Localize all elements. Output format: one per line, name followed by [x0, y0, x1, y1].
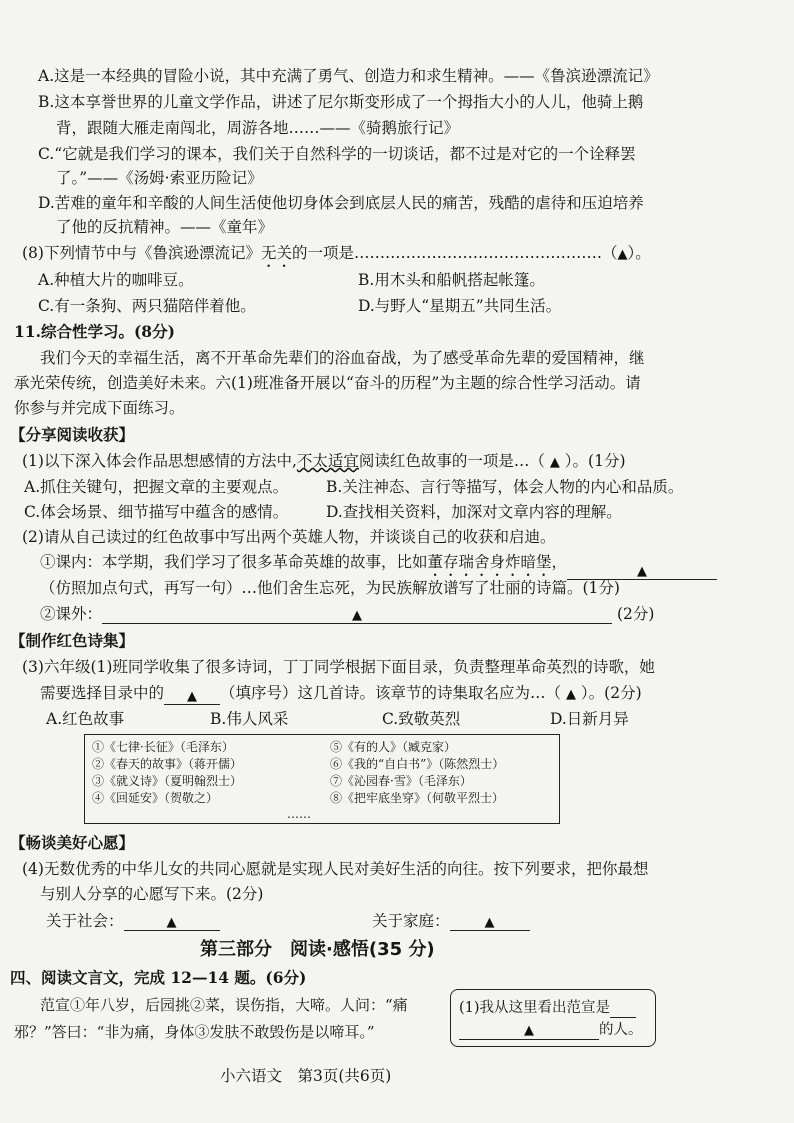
q1-prefix: (1)以下深入体会作品思想感情的方法中, — [22, 452, 297, 470]
q3-option-c: C.致敬英烈 — [382, 710, 461, 728]
poem-more: …… — [287, 807, 311, 821]
q2-out-class-blank[interactable] — [102, 605, 612, 624]
q1-option-d: D.查找相关资料，加深对文章内容的理解。 — [326, 503, 622, 521]
poem-1: ①《七律·长征》（毛泽东） — [92, 740, 234, 754]
side-question-blank-1[interactable] — [610, 999, 636, 1018]
q11-intro-line2: 承光荣传统，创造美好未来。六(1)班准备开展以“奋斗的历程”为主题的综合性学习活动。请 — [14, 374, 641, 392]
q1-emphasis: 不太适宜 — [296, 452, 359, 470]
option-d-line1: D.苦难的童年和辛酸的人间生活使他切身体会到底层人民的痛苦，残酷的虐待和压迫培养 — [38, 194, 644, 212]
wish-family-blank[interactable] — [450, 912, 530, 931]
page-footer: 小六语文 第3页(共6页) — [220, 1067, 392, 1085]
q3-blank[interactable] — [164, 686, 220, 705]
wish-society-label: 关于社会： — [46, 912, 124, 930]
poem-5: ⑤《有的人》（臧克家） — [330, 740, 457, 754]
wish-society-blank[interactable] — [124, 912, 220, 931]
wish-society — [46, 911, 220, 931]
q3-line2-prefix: 需要选择目录中的 — [40, 684, 165, 702]
q3-line2-end: ）。(2分) — [580, 684, 642, 702]
poem-6: ⑥《我的“自白书”》（陈然烈士） — [330, 757, 505, 771]
q2-in-class-prefix: ①课内：本学期，我们学习了很多革命英雄的故事，比如 — [40, 553, 428, 571]
answer-marker: ▲ — [187, 689, 198, 704]
q2-in-class-line2: （仿照加点句式，再写一句）…他们舍生忘死，为民族解放谱写了壮丽的诗篇。(1分) — [40, 579, 620, 597]
option-b-line1: B.这本享誉世界的儿童文学作品，讲述了尼尔斯变形成了一个拇指大小的人儿，他骑上鹅 — [38, 93, 644, 111]
answer-marker: ▲ — [524, 1023, 534, 1038]
section-share-reading: 【分享阅读收获】 — [10, 425, 135, 444]
poem-2: ②《春天的故事》（蒋开儒） — [92, 757, 243, 771]
option-b-line2: 背，跟随大雁走南闯北，周游各地……——《骑鹅旅行记》 — [56, 119, 460, 137]
poem-3: ③《就义诗》（夏明翰烈士） — [92, 774, 243, 788]
classical-text-line1: 范宣①年八岁，后园挑②菜，误伤指，大啼。人问：“痛 — [40, 996, 408, 1014]
side-question-box — [450, 989, 656, 1047]
q1-option-b: B.关注神态、言行等描写，体会人物的内心和品质。 — [326, 478, 684, 496]
answer-marker: ▲ — [166, 915, 177, 930]
q2-out-class-label: ②课外： — [40, 605, 103, 623]
question-8-prefix: (8)下列情节中与《鲁滨逊漂流记》 — [22, 244, 261, 262]
question-11-title: 11.综合性学习。(8分) — [14, 322, 175, 341]
q2-out-class — [40, 604, 654, 624]
q11-question-2: (2)请从自己读过的红色故事中写出两个英雄人物，并谈谈自己的收获和启迪。 — [22, 528, 556, 546]
option-d-line2: 了他的反抗精神。——《童年》 — [56, 218, 274, 236]
side-question-line1 — [459, 998, 636, 1018]
answer-marker: ▲ — [549, 455, 560, 470]
q2-out-class-score: (2分) — [616, 605, 655, 623]
q11-question-1 — [22, 451, 626, 473]
answer-marker: ▲ — [565, 687, 576, 702]
poem-catalog-box — [84, 734, 560, 824]
q2-in-class — [40, 552, 717, 580]
question-8-dots: 的一项是…………………………………………（ — [291, 244, 618, 262]
q8-option-b: B.用木头和船帆搭起帐篷。 — [358, 271, 545, 289]
q4-line1: (4)无数优秀的中华儿女的共同心愿就是实现人民对美好生活的向往。按下列要求，把你最想 — [22, 860, 649, 878]
q3-option-d: D.日新月异 — [550, 710, 629, 728]
section-wishes: 【畅谈美好心愿】 — [10, 833, 135, 852]
question-8-emphasis: 无关 — [260, 244, 292, 262]
q3-line2-middle: （填序号）这几首诗。该章节的诗集取名应为…（ — [220, 684, 562, 702]
q11-intro-line3: 你参与并完成下面练习。 — [14, 399, 185, 417]
q8-option-d: D.与野人“星期五”共同生活。 — [358, 297, 562, 315]
classical-text-line2: 邪？”答曰：“非为痛，身体③发肤不敢毁伤是以啼耳。” — [14, 1023, 375, 1041]
answer-marker: ▲ — [484, 915, 495, 930]
poem-4: ④《回延安》（贺敬之） — [92, 791, 219, 805]
q1-end: ）。(1分) — [564, 452, 626, 470]
q3-option-a: A.红色故事 — [46, 710, 125, 728]
q4-line2: 与别人分享的心愿写下来。(2分) — [40, 885, 264, 903]
side-question-blank-2[interactable] — [459, 1021, 599, 1040]
wish-family-label: 关于家庭： — [372, 912, 450, 930]
q8-option-a: A.种植大片的咖啡豆。 — [38, 271, 194, 289]
option-c-line2: 了。”——《汤姆·索亚历险记》 — [56, 169, 263, 187]
question-8-end: ）。 — [627, 244, 651, 262]
q2-in-class-comma: ， — [551, 553, 568, 571]
q1-option-a: A.抓住关键句，把握文章的主要观点。 — [24, 478, 289, 496]
answer-marker: ▲ — [617, 247, 628, 262]
side-question-suffix: 的人。 — [599, 1022, 643, 1038]
section-4-title: 四、阅读文言文，完成 12—14 题。(6分) — [10, 968, 307, 987]
q11-intro-line1: 我们今天的幸福生活，离不开革命先辈们的浴血奋战，为了感受革命先辈的爱国精神，继 — [40, 349, 645, 367]
part-3-title: 第三部分 阅读·感悟(35 分) — [200, 939, 435, 960]
side-question-prefix: (1)我从这里看出范宣是 — [459, 1000, 611, 1016]
answer-marker: ▲ — [637, 564, 648, 579]
q1-option-c: C.体会场景、细节描写中蕴含的感情。 — [24, 503, 289, 521]
poem-8: ⑧《把牢底坐穿》（何敬平烈士） — [330, 791, 505, 805]
q1-middle: 阅读红色故事的一项是…（ — [358, 452, 545, 470]
q3-line1: (3)六年级(1)班同学收集了很多诗词，丁丁同学根据下面目录，负责整理革命英烈的诗歌，她 — [22, 658, 655, 676]
answer-marker: ▲ — [352, 608, 363, 623]
q8-option-c: C.有一条狗、两只猫陪伴着他。 — [38, 297, 256, 315]
wish-family — [372, 911, 530, 931]
q3-option-b: B.伟人风采 — [210, 710, 289, 728]
option-c-line1: C.“它就是我们学习的课本，我们关于自然科学的一切谈话，都不过是对它的一个诠释罢 — [38, 145, 636, 163]
option-a: A.这是一本经典的冒险小说，其中充满了勇气、创造力和求生精神。——《鲁滨逊漂流记》 — [38, 67, 659, 85]
q3-line2 — [40, 683, 642, 705]
question-8 — [22, 243, 651, 271]
side-question-line2 — [459, 1020, 643, 1040]
poem-7: ⑦《沁园春·雪》（毛泽东） — [330, 774, 472, 788]
q2-in-class-emphasis: 董存瑞舍身炸暗堡 — [427, 553, 552, 571]
section-red-poetry: 【制作红色诗集】 — [10, 631, 135, 650]
